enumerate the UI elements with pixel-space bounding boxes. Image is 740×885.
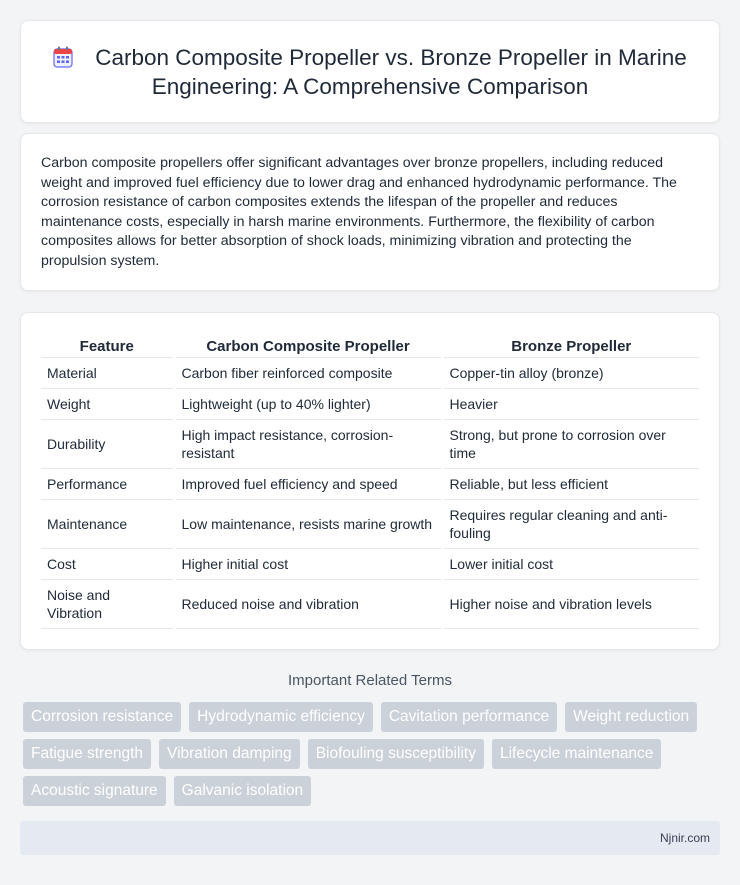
table-row [41,468,699,499]
feature-cell: Material [41,357,174,388]
bronze-cell: Copper-tin alloy (bronze) [442,357,699,388]
carbon-cell: Lightweight (up to 40% lighter) [174,388,442,419]
carbon-cell: Reduced noise and vibration [174,579,442,628]
table-row [41,357,699,388]
header-carbon: Carbon Composite Propeller [174,331,442,357]
carbon-cell: High impact resistance, corrosion-resistant [174,419,442,468]
table-row [41,419,699,468]
carbon-cell: Higher initial cost [174,548,442,579]
carbon-cell: Improved fuel efficiency and speed [174,468,442,499]
feature-cell: Performance [41,468,174,499]
carbon-cell: Carbon fiber reinforced composite [174,357,442,388]
header-bronze: Bronze Propeller [442,331,699,357]
title-card [20,20,720,123]
calendar-icon [53,46,73,68]
related-term-tag[interactable]: Lifecycle maintenance [492,739,661,769]
bronze-cell: Requires regular cleaning and anti-fouling [442,499,699,548]
related-term-tag[interactable]: Acoustic signature [23,776,166,806]
bronze-cell: Strong, but prone to corrosion over time [442,419,699,468]
table-row [41,579,699,628]
summary-text: Carbon composite propellers offer significant advantages over bronze propellers, including reduced weight and improved fuel efficiency due to lower drag and enhanced hydrodynamic performance. The corrosion resistance of carbon composites extends the lifespan of the propeller and reduces maintenance costs, especially in harsh marine environments. Furthermore, the flexibility of carbon composites allows for better absorption of shock loads, minimizing vibration and protecting the propulsion system. [41,155,677,269]
footer-site-link[interactable]: Njnir.com [659,831,710,845]
bronze-cell: Higher noise and vibration levels [442,579,699,628]
feature-cell: Maintenance [41,499,174,548]
table-row [41,499,699,548]
bronze-cell: Heavier [442,388,699,419]
summary-card [20,133,720,291]
bronze-cell: Lower initial cost [442,548,699,579]
related-term-tag[interactable]: Cavitation performance [381,702,557,732]
table-row [41,548,699,579]
bronze-cell: Reliable, but less efficient [442,468,699,499]
feature-cell: Cost [41,548,174,579]
related-term-tag[interactable]: Corrosion resistance [23,702,181,732]
related-term-tag[interactable]: Galvanic isolation [174,776,311,806]
comparison-table [41,331,699,629]
related-term-tag[interactable]: Hydrodynamic efficiency [189,702,373,732]
related-term-tag[interactable]: Weight reduction [565,702,697,732]
comparison-table-card [20,312,720,650]
related-term-tag[interactable]: Biofouling susceptibility [308,739,484,769]
related-terms-list [23,702,723,806]
footer [20,821,720,855]
feature-cell: Weight [41,388,174,419]
feature-cell: Durability [41,419,174,468]
table-header-row [41,331,699,357]
table-row [41,388,699,419]
related-term-tag[interactable]: Vibration damping [159,739,300,769]
carbon-cell: Low maintenance, resists marine growth [174,499,442,548]
related-term-tag[interactable]: Fatigue strength [23,739,151,769]
page-title [50,43,690,101]
page-title-text: Carbon Composite Propeller vs. Bronze Propeller in Marine Engineering: A Comprehensive Comparison [95,44,687,99]
related-terms-heading: Important Related Terms [288,672,452,689]
header-feature: Feature [41,331,174,357]
feature-cell: Noise and Vibration [41,579,174,628]
